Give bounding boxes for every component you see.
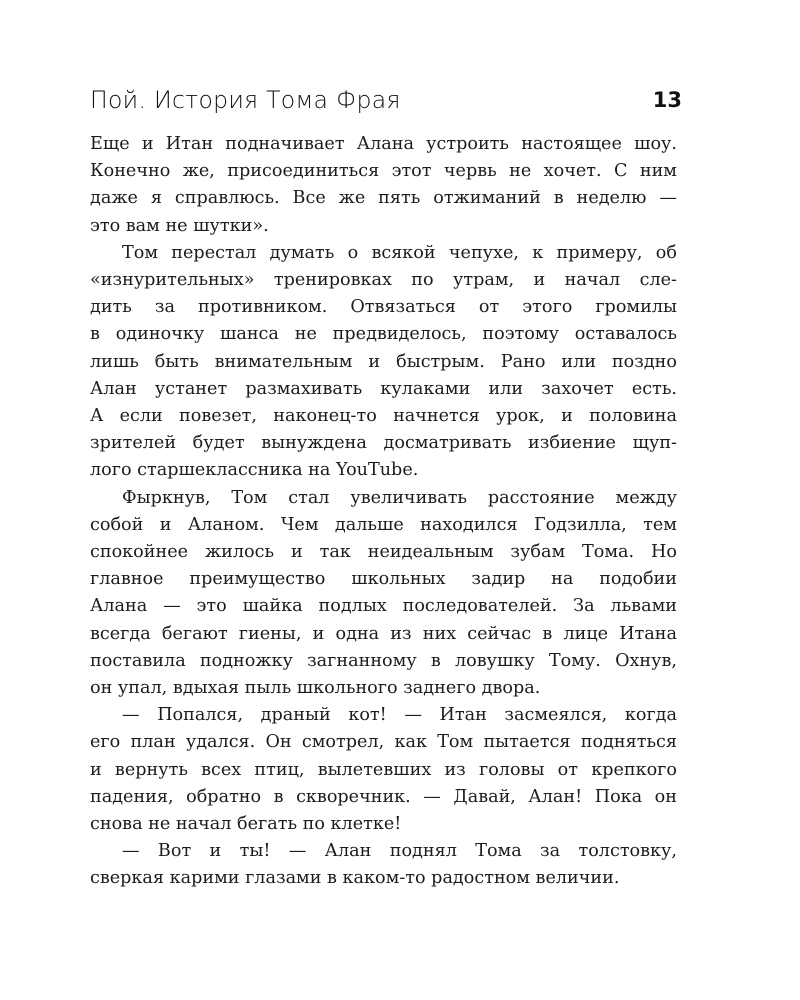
text-line: всегда бегают гиены, и одна из них сейчас в лице Итана <box>90 623 677 644</box>
text-line: собой и Аланом. Чем дальше находился Годзилла, тем <box>90 514 677 535</box>
text-line: — Вот и ты! — Алан поднял Тома за толстовку, <box>122 841 677 862</box>
text-line: в одиночку шанса не предвиделось, поэтому оставалось <box>90 324 677 345</box>
paragraph <box>90 702 677 838</box>
text-line: главное преимущество школьных задир на подобии <box>90 569 677 590</box>
text-line: А если повезет, наконец-то начнется урок, и половина <box>90 406 677 427</box>
text-line: Алан устанет размахивать кулаками или захочет есть. <box>90 378 677 399</box>
text-line: лого старшеклассника на YouTube. <box>90 460 419 481</box>
text-line: спокойнее жилось и так неидеальным зубам Тома. Но <box>90 542 677 563</box>
text-line: даже я справлюсь. Все же пять отжиманий в неделю — <box>90 188 677 209</box>
text-line: снова не начал бегать по клетке! <box>90 814 402 835</box>
paragraph <box>90 485 677 703</box>
paragraph <box>90 838 677 892</box>
running-header <box>90 84 682 116</box>
text-line: Еще и Итан подначивает Алана устроить настоящее шоу. <box>90 134 677 154</box>
paragraph <box>90 240 677 485</box>
text-line: Том перестал думать о всякой чепухе, к примеру, об <box>122 242 677 263</box>
text-line: — Попался, драный кот! — Итан засмеялся, когда <box>122 705 677 726</box>
text-line: падения, обратно в скворечник. — Давай, Алан! Пока он <box>90 786 677 807</box>
paragraph <box>90 131 677 240</box>
text-line: сверкая карими глазами в каком-то радостном величии. <box>90 868 620 889</box>
page-number: 13 <box>652 88 682 112</box>
text-line: «изнурительных» тренировках по утрам, и начал сле- <box>90 270 677 291</box>
text-line: поставила подножку загнанному в ловушку Тому. Охнув, <box>90 650 677 671</box>
text-line: зрителей будет вынуждена досматривать избиение щуп- <box>90 433 677 454</box>
text-line: Алана — это шайка подлых последователей. За львами <box>90 596 677 617</box>
text-line: он упал, вдыхая пыль школьного заднего двора. <box>90 678 541 699</box>
text-line: Фыркнув, Том стал увеличивать расстояние между <box>122 487 677 508</box>
text-line: Конечно же, присоединиться этот червь не хочет. С ним <box>90 161 677 182</box>
text-line: лишь быть внимательным и быстрым. Рано или поздно <box>90 351 677 372</box>
text-line: дить за противником. Отвязаться от этого громилы <box>90 297 677 318</box>
running-title: Пой. История Тома Фрая <box>90 86 401 114</box>
text-line: его план удался. Он смотрел, как Том пытается подняться <box>90 732 677 753</box>
page-body <box>90 131 677 893</box>
text-line: и вернуть всех птиц, вылетевших из головы от крепкого <box>90 759 677 780</box>
text-line: это вам не шутки». <box>90 215 269 236</box>
